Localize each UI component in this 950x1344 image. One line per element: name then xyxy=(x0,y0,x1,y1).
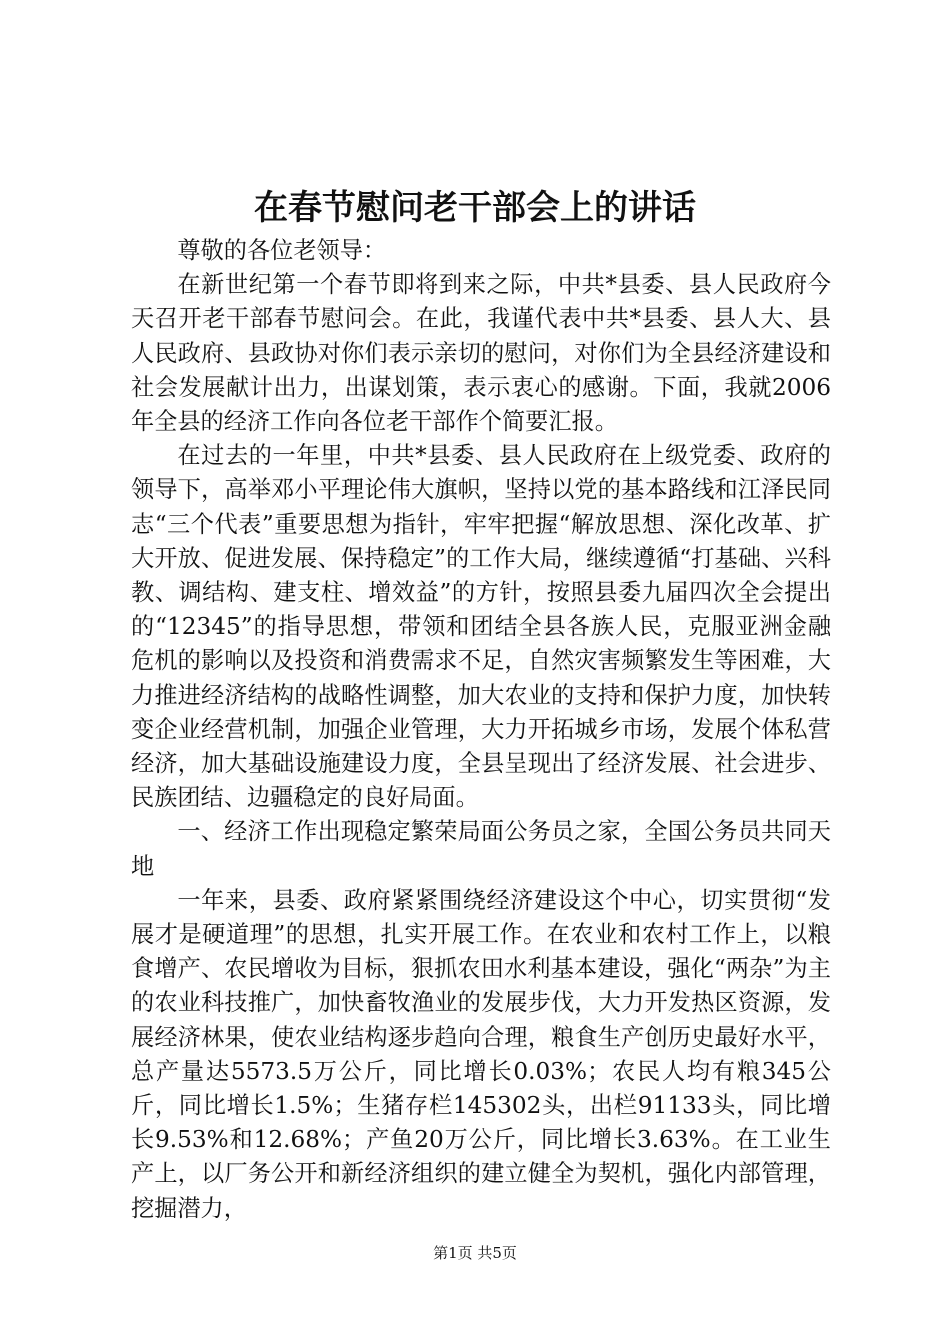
document-body xyxy=(131,234,831,1226)
document-title: 在春节慰问老干部会上的讲话 xyxy=(254,188,696,228)
body-paragraph: 在新世纪第一个春节即将到来之际，中共*县委、县人民政府今天召开老干部春节慰问会。在此，我谨代表中共*县委、县人大、县人民政府、县政协对你们表示亲切的慰问，对你们为全县经济建设和社会发展献计出力，出谋划策，表示衷心的感谢。下面，我就2006年全县的经济工作向各位老干部作个简要汇报。 xyxy=(131,271,831,436)
salutation-paragraph: 尊敬的各位老领导： xyxy=(177,237,387,264)
page-footer: 第1页 共5页 xyxy=(433,1244,517,1262)
section-heading: 一、经济工作出现稳定繁荣局面公务员之家，全国公务员共同天地 xyxy=(131,818,831,880)
body-paragraph: 一年来，县委、政府紧紧围绕经济建设这个中心，切实贯彻“发展才是硬道理”的思想，扎实开展工作。在农业和农村工作上，以粮食增产、农民增收为目标，狠抓农田水利基本建设，强化“两杂”为主的农业科技推广，加快畜牧渔业的发展步伐，大力开发热区资源，发展经济林果，使农业结构逐步趋向合理，粮食生产创历史最好水平，总产量达5573.5万公斤，同比增长0.03%；农民人均有粮345公斤，同比增长1.5%；生猪存栏145302头，出栏91133头，同比增长9.53%和12.68%；产鱼20万公斤，同比增长3.63%。在工业生产上，以厂务公开和新经济组织的建立健全为契机，强化内部管理，挖掘潜力， xyxy=(131,886,831,1222)
body-paragraph: 在过去的一年里，中共*县委、县人民政府在上级党委、政府的领导下，高举邓小平理论伟大旗帜，坚持以党的基本路线和江泽民同志“三个代表”重要思想为指针，牢牢把握“解放思想、深化改革、扩大开放、促进发展、保持稳定”的工作大局，继续遵循“打基础、兴科教、调结构、建支柱、增效益”的方针，按照县委九届四次全会提出的“12345”的指导思想，带领和团结全县各族人民，克服亚洲金融危机的影响以及投资和消费需求不足，自然灾害频繁发生等困难，大力推进经济结构的战略性调整，加大农业的支持和保护力度，加快转变企业经营机制，加强企业管理，大力开拓城乡市场，发展个体私营经济，加大基础设施建设力度，全县呈现出了经济发展、社会进步、民族团结、边疆稳定的良好局面。 xyxy=(131,442,831,812)
